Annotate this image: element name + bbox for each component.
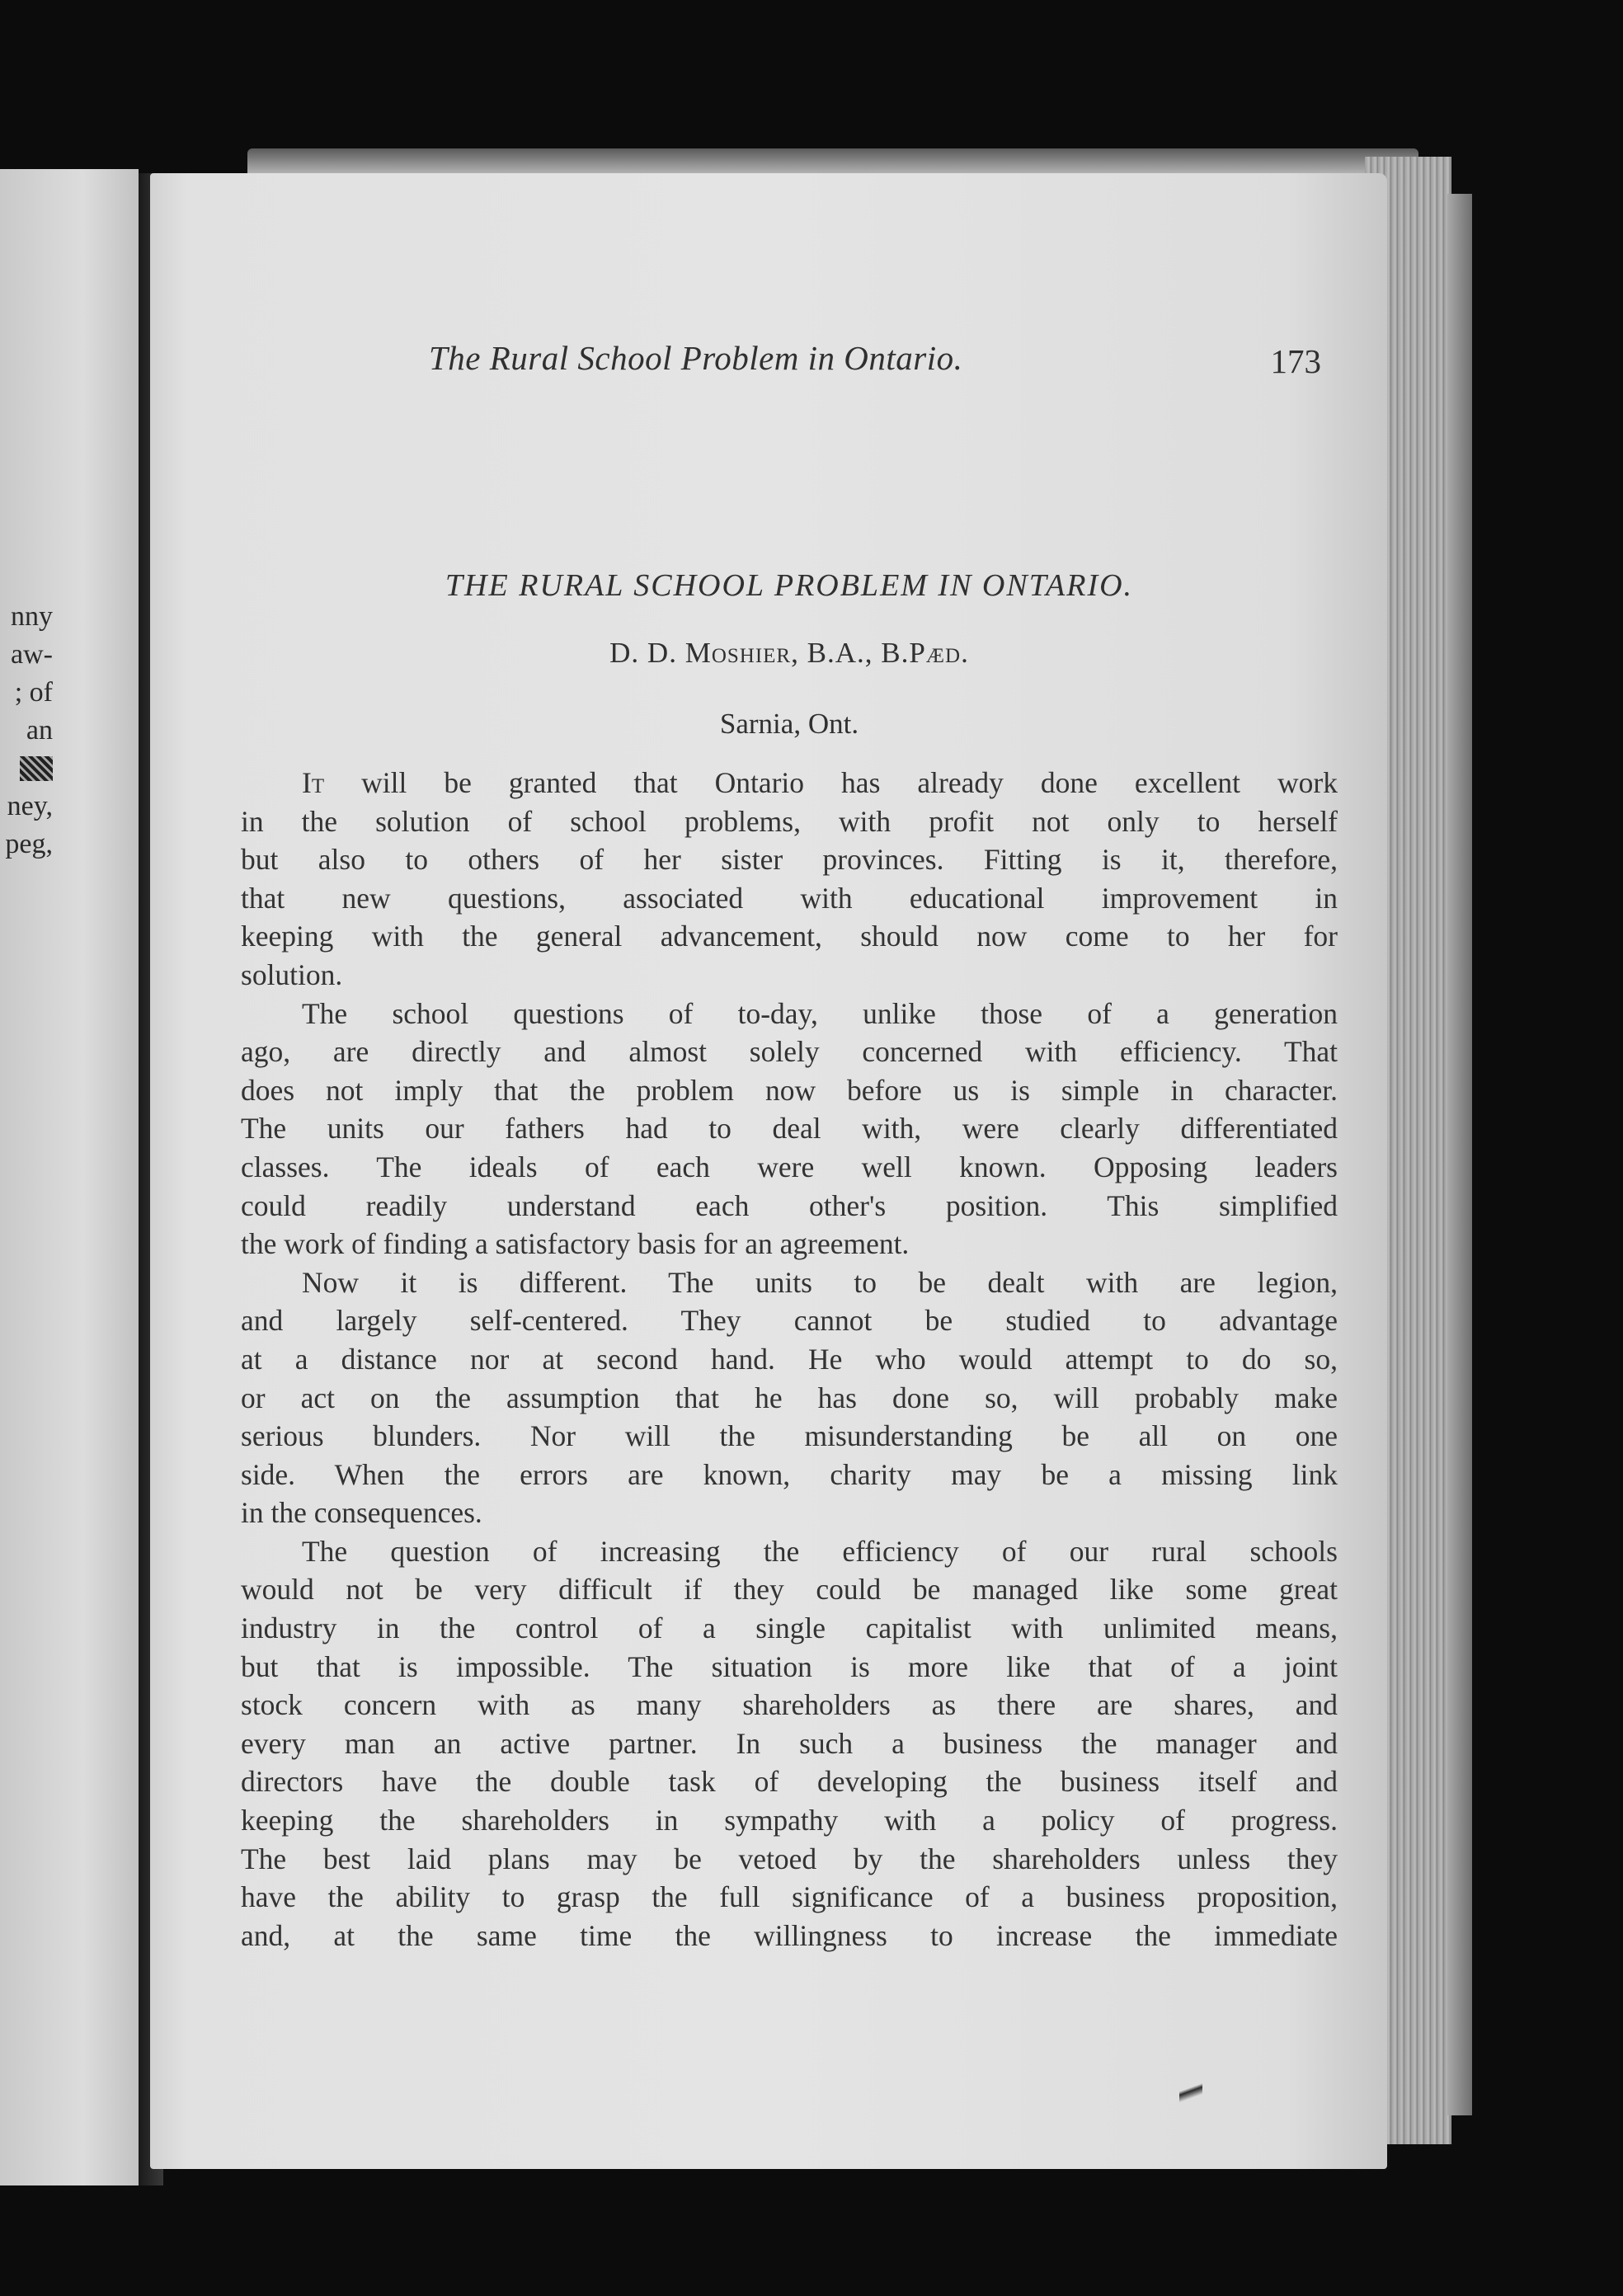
text-line: every man an active partner. In such a business the manager and bbox=[241, 1726, 1338, 1760]
text-line: keeping with the general advancement, should now come to her for bbox=[241, 920, 1338, 953]
text-line: keeping the shareholders in sympathy with a policy of progress. bbox=[241, 1804, 1338, 1837]
text-line: in the solution of school problems, with profit not only to herself bbox=[241, 804, 1338, 838]
left-fragment: nny bbox=[11, 601, 53, 632]
paragraph bbox=[241, 1263, 1338, 1532]
left-facing-page bbox=[0, 169, 139, 2185]
text-line: It will be granted that Ontario has already done excellent work bbox=[302, 766, 1338, 799]
text-line: and largely self-centered. They cannot be studied to advantage bbox=[241, 1304, 1338, 1338]
text-line: ago, are directly and almost solely concerned with efficiency. That bbox=[241, 1035, 1338, 1069]
author-initials: D. D. bbox=[609, 637, 677, 669]
left-fragment: ; of bbox=[14, 677, 53, 708]
text-line: but also to others of her sister provinces. Fitting is it, therefore, bbox=[241, 843, 1338, 877]
page-edge-mark bbox=[1179, 2062, 1202, 2128]
author-line bbox=[241, 637, 1338, 670]
text-line: side. When the errors are known, charity may be a missing link bbox=[241, 1457, 1338, 1491]
text-line: stock concern with as many shareholders as there are shares, and bbox=[241, 1688, 1338, 1722]
page-stack-outer-edge bbox=[1447, 194, 1472, 2115]
page-top-edge bbox=[247, 148, 1418, 176]
text-line: would not be very difficult if they could be managed like some great bbox=[241, 1573, 1338, 1607]
text-line: The units our fathers had to deal with, were clearly differentiated bbox=[241, 1112, 1338, 1146]
paragraph bbox=[241, 1532, 1338, 1955]
text-line: industry in the control of a single capitalist with unlimited means, bbox=[241, 1611, 1338, 1645]
left-fragment: ney, bbox=[7, 791, 53, 821]
text-line: does not imply that the problem now before us is simple in character. bbox=[241, 1073, 1338, 1107]
text-line: classes. The ideals of each were well known. Opposing leaders bbox=[241, 1150, 1338, 1183]
author-degree-tail: æd bbox=[925, 637, 962, 669]
left-fragment: an bbox=[26, 715, 53, 746]
text-line: in the consequences. bbox=[241, 1496, 482, 1530]
text-line: that new questions, associated with educational improvement in bbox=[241, 881, 1338, 915]
text-line: have the ability to grasp the full significance of a business proposition, bbox=[241, 1880, 1338, 1914]
text-line: could readily understand each other's position. This simplified bbox=[241, 1188, 1338, 1222]
text-line: but that is impossible. The situation is more like that of a joint bbox=[241, 1649, 1338, 1683]
text-line: or act on the assumption that he has done so, will probably make bbox=[241, 1381, 1338, 1414]
running-title: The Rural School Problem in Ontario. bbox=[429, 339, 963, 377]
article-title: THE RURAL SCHOOL PROBLEM IN ONTARIO. bbox=[445, 568, 1134, 603]
left-fragment: aw- bbox=[11, 639, 53, 670]
author-location: Sarnia, Ont. bbox=[719, 708, 859, 740]
text-line: solution. bbox=[241, 957, 343, 991]
text-line: serious blunders. Nor will the misunderstanding be all on one bbox=[241, 1419, 1338, 1453]
running-header bbox=[241, 338, 1338, 388]
author-degree-end: . bbox=[961, 637, 969, 669]
text-line: the work of finding a satisfactory basis for an agreement. bbox=[241, 1227, 910, 1261]
left-fragment-ornament bbox=[0, 750, 53, 788]
text-line: Now it is different. The units to be dealt with are legion, bbox=[302, 1265, 1338, 1299]
left-fragment: peg, bbox=[5, 829, 53, 859]
text-line: at a distance nor at second hand. He who would attempt to do so, bbox=[241, 1342, 1338, 1376]
paragraph bbox=[241, 764, 1338, 995]
paragraph bbox=[241, 995, 1338, 1263]
text-line: and, at the same time the willingness to increase the immediate bbox=[241, 1918, 1338, 1952]
left-page-text-fragments bbox=[0, 598, 53, 863]
page-number: 173 bbox=[1270, 342, 1321, 380]
text-line: The best laid plans may be vetoed by the shareholders unless they bbox=[241, 1842, 1338, 1875]
text-line: The school questions of to-day, unlike those of a generation bbox=[302, 996, 1338, 1030]
author-degrees: , B.A., B.P bbox=[791, 637, 926, 669]
article-body bbox=[241, 764, 1338, 1955]
author-surname: Moshier bbox=[684, 637, 792, 669]
text-line: The question of increasing the efficiency of our rural schools bbox=[302, 1534, 1338, 1568]
book-page bbox=[150, 173, 1387, 2169]
lead-word: It bbox=[302, 766, 325, 799]
text-line: directors have the double task of developing the business itself and bbox=[241, 1765, 1338, 1799]
